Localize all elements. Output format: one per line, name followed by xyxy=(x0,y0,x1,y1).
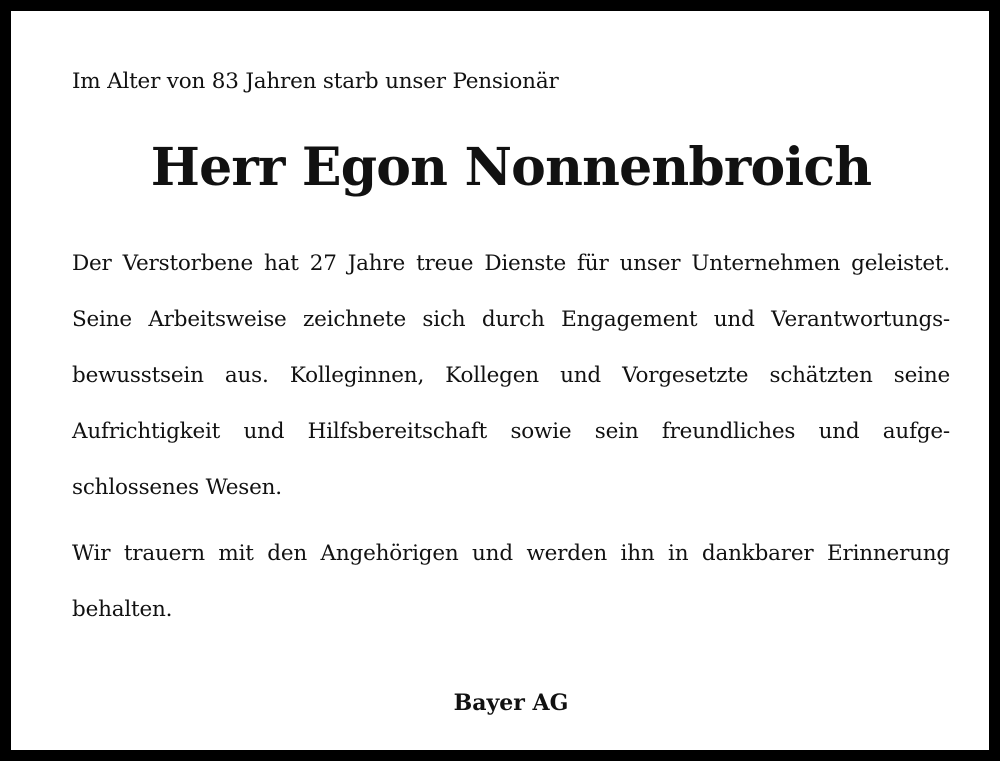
paragraph1-line-3: bewusstsein aus. Kolleginnen, Kollegen und Vorgesetzte schätzten seine xyxy=(72,363,950,388)
deceased-name: Herr Egon Nonnenbroich xyxy=(150,137,872,198)
paragraph2-line-2: behalten. xyxy=(72,597,173,622)
paragraph1-line-4: Aufrichtigkeit und Hilfsbereitschaft sowie sein freundliches und aufge- xyxy=(72,419,950,444)
company-signature: Bayer AG xyxy=(453,690,569,716)
paragraph1-line-2: Seine Arbeitsweise zeichnete sich durch Engagement und Verantwortungs- xyxy=(72,307,950,332)
paragraph2-line-1: Wir trauern mit den Angehörigen und werden ihn in dankbarer Erinnerung xyxy=(72,541,950,566)
paragraph1-line-5: schlossenes Wesen. xyxy=(72,475,282,500)
intro-text: Im Alter von 83 Jahren starb unser Pensionär xyxy=(72,69,559,94)
paragraph1-line-1: Der Verstorbene hat 27 Jahre treue Dienste für unser Unternehmen geleistet. xyxy=(72,251,950,276)
